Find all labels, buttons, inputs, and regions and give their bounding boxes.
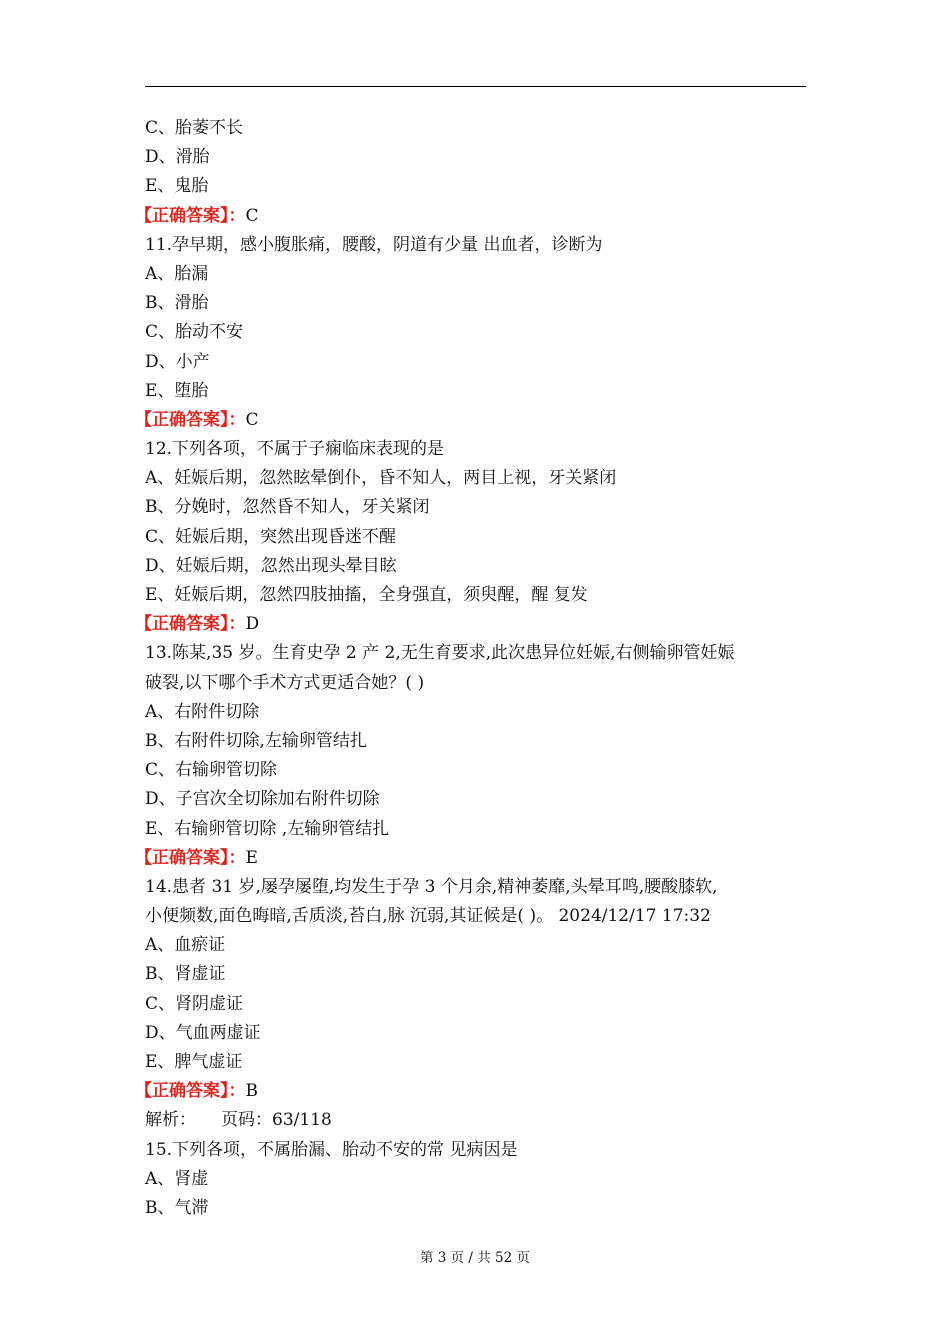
answer-row (135, 1077, 806, 1106)
answer-label: 【正确答案】： (135, 847, 246, 868)
option-e: E、妊娠后期，忽然四肢抽搐，全身强直，须臾醒，醒 复发 (145, 585, 588, 605)
option-b: B、分娩时，忽然昏不知人，牙关紧闭 (145, 497, 430, 518)
option-d: D、气血两虚证 (145, 1022, 261, 1043)
option-c: C、胎萎不长 (145, 118, 244, 138)
option-e: E、鬼胎 (145, 176, 209, 197)
page-content (135, 114, 806, 1223)
option-c: C、胎动不安 (145, 322, 244, 343)
option-e: E、堕胎 (145, 380, 209, 401)
answer-label: 【正确答案】： (135, 205, 246, 226)
question-stem: 15.下列各项，不属胎漏、胎动不安的常 见病因是 (145, 1139, 518, 1160)
answer-label: 【正确答案】： (135, 614, 246, 635)
explanation-row (145, 1106, 806, 1135)
answer-value: D (245, 614, 260, 635)
option-e: E、右输卵管切除 ,左输卵管结扎 (145, 818, 390, 839)
option-c: C、右输卵管切除 (145, 760, 278, 781)
option-d: D、滑胎 (145, 147, 210, 168)
option-b: B、右附件切除,左输卵管结扎 (145, 730, 367, 751)
explanation-label: 解析： (145, 1110, 196, 1131)
answer-row (135, 844, 806, 873)
question-stem: 13.陈某,35 岁。生育史孕 2 产 2,无生育要求,此次患异位妊娠,右侧输卵管妊娠 (145, 643, 735, 664)
option-d: D、妊娠后期，忽然出现头晕目眩 (145, 555, 397, 576)
answer-row (135, 610, 806, 639)
option-d: D、小产 (145, 351, 210, 372)
page-footer: 第 3 页 / 共 52 页 (419, 1250, 531, 1266)
answer-value: B (245, 1081, 258, 1102)
option-d: D、子宫次全切除加右附件切除 (145, 789, 380, 810)
option-c: C、肾阴虚证 (145, 993, 244, 1014)
answer-value: C (245, 409, 259, 430)
answer-value: C (245, 205, 259, 226)
answer-label: 【正确答案】： (135, 409, 246, 430)
answer-row (135, 406, 806, 435)
answer-row (135, 202, 806, 231)
answer-label: 【正确答案】： (135, 1081, 246, 1102)
explanation-text: 页码：63/118 (221, 1110, 332, 1131)
option-a: A、肾虚 (145, 1168, 209, 1189)
option-b: B、气滞 (145, 1197, 209, 1218)
option-e: E、脾气虚证 (145, 1052, 243, 1072)
option-b: B、滑胎 (145, 293, 209, 314)
answer-value: E (245, 847, 258, 868)
option-a: A、右附件切除 (145, 701, 260, 722)
option-a: A、妊娠后期，忽然眩晕倒仆，昏不知人，两目上视，牙关紧闭 (145, 468, 617, 489)
question-stem: 14.患者 31 岁,屡孕屡堕,均发生于孕 3 个月余,精神萎靡,头晕耳鸣,腰酸膝软, (145, 876, 718, 897)
option-c: C、妊娠后期，突然出现昏迷不醒 (145, 526, 397, 547)
question-stem-cont: 破裂,以下哪个手术方式更适合她？( ) (145, 672, 425, 693)
option-a: A、血瘀证 (145, 935, 226, 956)
option-a: A、胎漏 (145, 263, 209, 284)
question-stem: 12.下列各项，不属于子痫临床表现的是 (145, 439, 445, 460)
question-stem-cont: 小便频数,面色晦暗,舌质淡,苔白,脉 沉弱,其证候是( )。 2024/12/17 17:32 (145, 906, 711, 927)
header-rule (145, 86, 806, 87)
question-stem: 11.孕早期，感小腹胀痛，腰酸，阴道有少量 出血者，诊断为 (145, 234, 603, 255)
option-b: B、肾虚证 (145, 964, 226, 985)
